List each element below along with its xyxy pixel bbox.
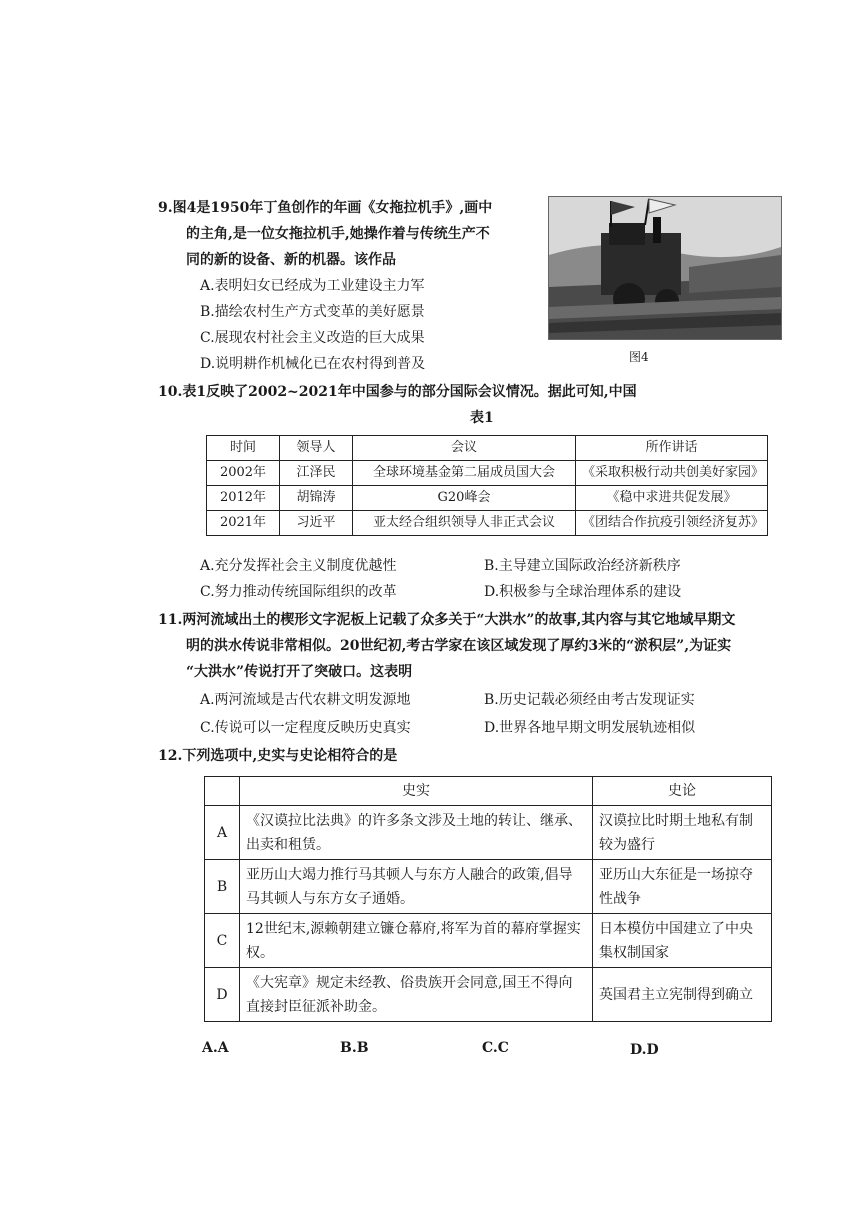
q9-option-c: C.展现农村社会主义改造的巨大成果 xyxy=(200,330,425,346)
q10-option-d: D.积极参与全球治理体系的建设 xyxy=(484,584,682,600)
q10-option-a: A.充分发挥社会主义制度优越性 xyxy=(200,558,397,574)
q11-option-a: A.两河流域是古代农耕文明发源地 xyxy=(200,692,411,708)
row-label-a: A xyxy=(205,806,240,860)
q11-option-c: C.传说可以一定程度反映历史真实 xyxy=(200,720,411,736)
table-cell-fact: 《大宪章》规定未经教、俗贵族开会同意,国王不得向直接封臣征派补助金。 xyxy=(240,968,593,1022)
table-row xyxy=(207,486,768,511)
table-cell: 亚太经合组织领导人非正式会议 xyxy=(353,511,576,536)
table-header-leader: 领导人 xyxy=(280,436,353,461)
q11-stem-line-2: 明的洪水传说非常相似。20世纪初,考古学家在该区域发现了厚约3米的“淤积层”,为证实 xyxy=(186,638,732,654)
table-row xyxy=(207,461,768,486)
table-cell-fact: 亚历山大竭力推行马其顿人与东方人融合的政策,倡导马其顿人与东方女子通婚。 xyxy=(240,860,593,914)
q11-option-b: B.历史记载必须经由考古发现证实 xyxy=(484,692,695,708)
table-header-time: 时间 xyxy=(207,436,280,461)
table-cell: 习近平 xyxy=(280,511,353,536)
q10-stem: 10.表1反映了2002~2021年中国参与的部分国际会议情况。据此可知,中国 xyxy=(158,384,637,400)
table-cell: 2012年 xyxy=(207,486,280,511)
q10-option-c: C.努力推动传统国际组织的改革 xyxy=(200,584,397,600)
row-label-d: D xyxy=(205,968,240,1022)
table-cell-fact: 12世纪末,源赖朝建立镰仓幕府,将军为首的幕府掌握实权。 xyxy=(240,914,593,968)
table-cell: 2021年 xyxy=(207,511,280,536)
q12-option-c: C.C xyxy=(482,1040,509,1056)
tractor-painting-image xyxy=(549,197,781,339)
q9-option-a: A.表明妇女已经成为工业建设主力军 xyxy=(200,278,425,294)
table-row xyxy=(207,511,768,536)
q11-stem-line-1: 11.两河流域出土的楔形文字泥板上记载了众多关于“大洪水”的故事,其内容与其它地域早期文 xyxy=(158,612,736,628)
table-cell: 《团结合作抗疫引领经济复苏》 xyxy=(576,511,768,536)
q9-stem-line-1: 9.图4是1950年丁鱼创作的年画《女拖拉机手》,画中 xyxy=(158,200,493,216)
table-header-opinion: 史论 xyxy=(593,777,772,806)
table-header-speech: 所作讲话 xyxy=(576,436,768,461)
q9-option-b: B.描绘农村生产方式变革的美好愿景 xyxy=(200,304,425,320)
table-header-empty xyxy=(205,777,240,806)
q9-stem-line-3: 同的新的设备、新的机器。该作品 xyxy=(186,252,396,268)
q9-stem-line-2: 的主角,是一位女拖拉机手,她操作着与传统生产不 xyxy=(186,226,490,242)
table-cell: 《稳中求进共促发展》 xyxy=(576,486,768,511)
table-header-fact: 史实 xyxy=(240,777,593,806)
table-row xyxy=(207,436,768,461)
q12-stem: 12.下列选项中,史实与史论相符合的是 xyxy=(158,748,398,764)
q12-option-b: B.B xyxy=(340,1040,369,1056)
table-cell-opinion: 英国君主立宪制得到确立 xyxy=(593,968,772,1022)
figure-4-caption: 图4 xyxy=(629,350,649,364)
q10-option-b: B.主导建立国际政治经济新秩序 xyxy=(484,558,681,574)
table-header-meeting: 会议 xyxy=(353,436,576,461)
figure-4-painting xyxy=(548,196,782,340)
table-cell-opinion: 日本模仿中国建立了中央集权制国家 xyxy=(593,914,772,968)
table-row xyxy=(205,914,772,968)
table-cell: 江泽民 xyxy=(280,461,353,486)
table-cell-opinion: 汉谟拉比时期土地私有制较为盛行 xyxy=(593,806,772,860)
table-cell-fact: 《汉谟拉比法典》的许多条文涉及土地的转让、继承、出卖和租赁。 xyxy=(240,806,593,860)
q9-option-d: D.说明耕作机械化已在农村得到普及 xyxy=(200,356,426,372)
row-label-b: B xyxy=(205,860,240,914)
table-row xyxy=(205,777,772,806)
table-cell: 2002年 xyxy=(207,461,280,486)
table-cell: 全球环境基金第二届成员国大会 xyxy=(353,461,576,486)
table-cell-opinion: 亚历山大东征是一场掠夺性战争 xyxy=(593,860,772,914)
table-cell: 胡锦涛 xyxy=(280,486,353,511)
row-label-c: C xyxy=(205,914,240,968)
q11-option-d: D.世界各地早期文明发展轨迹相似 xyxy=(484,720,696,736)
q12-option-a: A.A xyxy=(202,1040,229,1056)
table-row xyxy=(205,860,772,914)
table-row xyxy=(205,806,772,860)
table-row xyxy=(205,968,772,1022)
q11-stem-line-3: “大洪水”传说打开了突破口。这表明 xyxy=(186,664,413,680)
table-1-title: 表1 xyxy=(470,410,494,426)
table-cell: G20峰会 xyxy=(353,486,576,511)
table-1 xyxy=(206,435,768,536)
table-cell: 《采取积极行动共创美好家园》 xyxy=(576,461,768,486)
q12-option-d: D.D xyxy=(630,1042,659,1058)
table-q12 xyxy=(204,776,772,1022)
